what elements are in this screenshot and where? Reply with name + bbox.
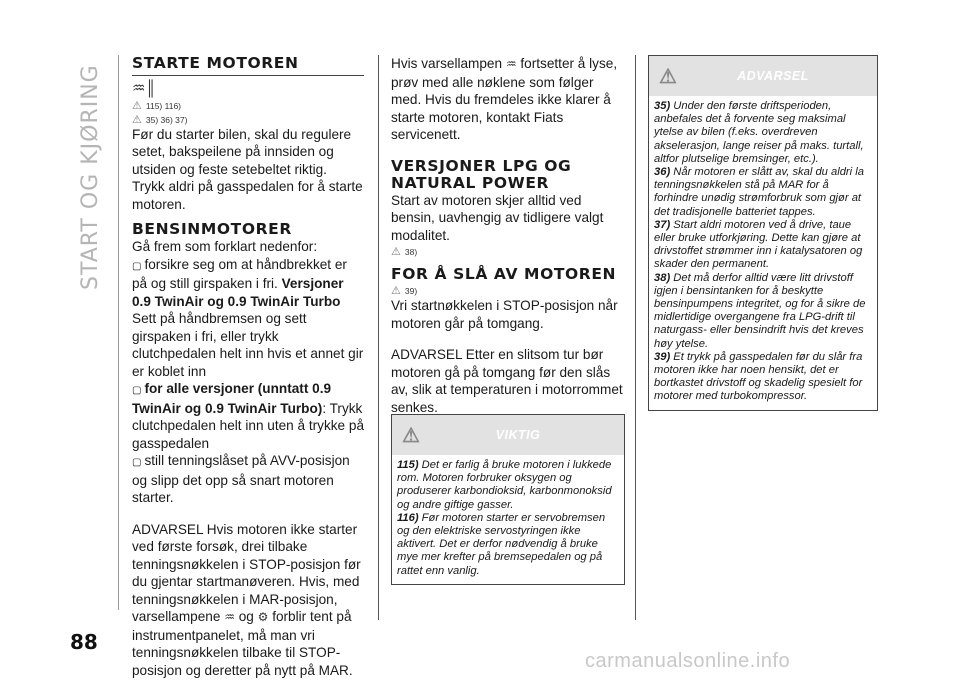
callout-item: 116) Før motoren starter er servobremsen og den elektriske servostyringen ikke aktivert. Det er derfor nødvendig å bruke mye mer krefter på bremsepedalen og på rattet enn vanlig. [397,511,606,577]
callout-item: 35) Under den første driftsperioden, anbefales det å forvente seg maksimal ytelse av bilen (f.eks. overdreven akselerasjon, lange reiser på maks. turtall, altfor plutselige bremsinger, etc.). [654,100,864,165]
page-number: 88 [70,630,98,654]
section-side-title: START OG KJØRING [78,64,103,290]
callout-title: VIKTIG [495,428,541,442]
callout-item: 39) Et trykk på gasspedalen før du slår fra motoren ikke har noen hensikt, det er bortkastet drivstoff og skadelig spesielt for motorer med turbokompressor. [654,350,863,403]
heading-lpg-natural-power: VERSJONER LPG OG NATURAL POWER [391,156,572,192]
callout-header [649,56,877,96]
glow-plug-icon: ♒︎ [224,610,235,624]
paragraph: Før du starter bilen, skal du regulere setet, bakspeilene på innsiden og utsiden og feste setebeltet riktig. [132,126,352,177]
paragraph: varsellampene ♒︎ og ⚙︎ forblir tent på instrumentpanelet, må man vri tenningsnøkkelen tilbake til STOP-posisjon og deretter på nytt på MAR. [132,609,353,678]
caution-icon: ⚠ [659,65,678,88]
heading-sla-av-motoren: FOR Å SLÅ AV MOTOREN [391,265,617,283]
paragraph: ADVARSEL Etter en slitsom tur bør motoren gå på tomgang før den slås av, slik at temperaturen i motorrommet senkes. [391,347,623,415]
list-item: ▢ forsikre seg om at håndbrekket er på og still girspaken i fri. Versjoner 0.9 TwinAir og 0.9 TwinAir Turbo Sett på håndbremsen og sett girspaken i fri, eller trykk clutchpedalen helt inn hvis et annet gir er koblet inn [132,256,364,379]
column-1 [132,55,364,679]
ref-numbers: 35) 36) 37) [145,114,188,125]
square-bullet-icon: ▢ [132,457,142,468]
callout-header [392,415,624,455]
side-rule [118,55,119,610]
column-2 [391,55,623,416]
list-item: ▢ for alle versjoner (unntatt 0.9 TwinAir og 0.9 TwinAir Turbo): Trykk clutchpedalen helt inn uten å trykke på gasspedalen [132,381,365,451]
warning-triangle-icon: ⚠ [402,424,421,447]
heading-bensinmotorer: BENSINMOTORER [132,220,292,238]
ref-numbers: 39) [404,286,418,296]
paragraph: Gå frem som forklart nedenfor: [132,239,318,254]
heading-starte-motoren: STARTE MOTOREN [132,55,364,76]
callout-item: 38) Det må derfor alltid være litt drivstoff igjen i bensintanken for å beskytte bensinpumpens integritet, og for å sikre de midlertidige overgangene fra LPG-drift til naturgass- eller bensindrift hvis det kreves høy ytelse. [654,271,866,350]
callout-title: ADVARSEL [737,69,809,83]
paragraph: Trykk aldri på gasspedalen for å starte motoren. [132,179,363,212]
callout-item: 37) Start aldri motoren ved å drive, taue eller bruke utforkjøring. Dette kan gjøre at drivstoffet strømmer inn i katalysatoren og skader den permanent. [654,218,863,271]
paragraph: Hvis varsellampen ♒︎ fortsetter å lyse, prøv med alle nøklene som følger med. Hvis du fremdeles ikke klarer å starte motoren, kontakt Fiats servicenett. [391,56,618,142]
callout-body [649,96,877,410]
advarsel-callout [648,55,878,411]
refs-caution [132,114,364,126]
refs-caution [391,285,623,297]
engine-fault-icon: ⚙︎ [257,610,269,624]
refs-warning [132,100,364,112]
callout-item: 36) Når motoren er slått av, skal du aldri la tenningsnøkkelen stå på MAR for å forhindre unødig strømforbruk som gjør at det tradisjonelle batteriet tappes. [654,166,864,218]
ref-numbers: 38) [404,247,418,257]
paragraph: Start av motoren skjer alltid ved bensin, uavhengig av tidligere valgt modalitet. [391,192,604,243]
ref-numbers: 115) 116) [145,100,181,111]
viktig-callout [391,414,625,585]
column-separator [635,55,636,620]
callout-body [392,455,624,584]
paragraph: Vri startnøkkelen i STOP-posisjon når motoren går på tomgang. [391,298,618,331]
square-bullet-icon: ▢ [132,260,142,272]
warning-triangle-icon: ⚠ [132,99,142,112]
glow-plug-icon: ♒︎║ [132,80,157,97]
caution-icon: ⚠ [391,285,401,297]
glow-plug-icon: ♒︎ [505,57,517,71]
column-separator [378,55,379,620]
paragraph: ADVARSEL Hvis motoren ikke starter ved første forsøk, drei tilbake tenningsnøkkelen i STOP-posisjon før du gjentar startmanøveren. Hvis, med tenningsnøkkelen i MAR-posisjon, [132,521,361,607]
square-bullet-icon: ▢ [132,385,142,396]
refs-caution [391,246,623,258]
list-item: ▢ still tenningslåset på AVV-posisjon og slipp det opp så snart motoren starter. [132,453,350,505]
callout-item: 115) Det er farlig å bruke motoren i lukkede rom. Motoren forbruker oksygen og produserer karbondioksid, karbonmonoksid og andre giftige gasser. [397,459,612,511]
footer-watermark: carmanualsonline.info [585,650,791,672]
caution-icon: ⚠ [391,246,401,258]
caution-icon: ⚠ [132,113,142,126]
